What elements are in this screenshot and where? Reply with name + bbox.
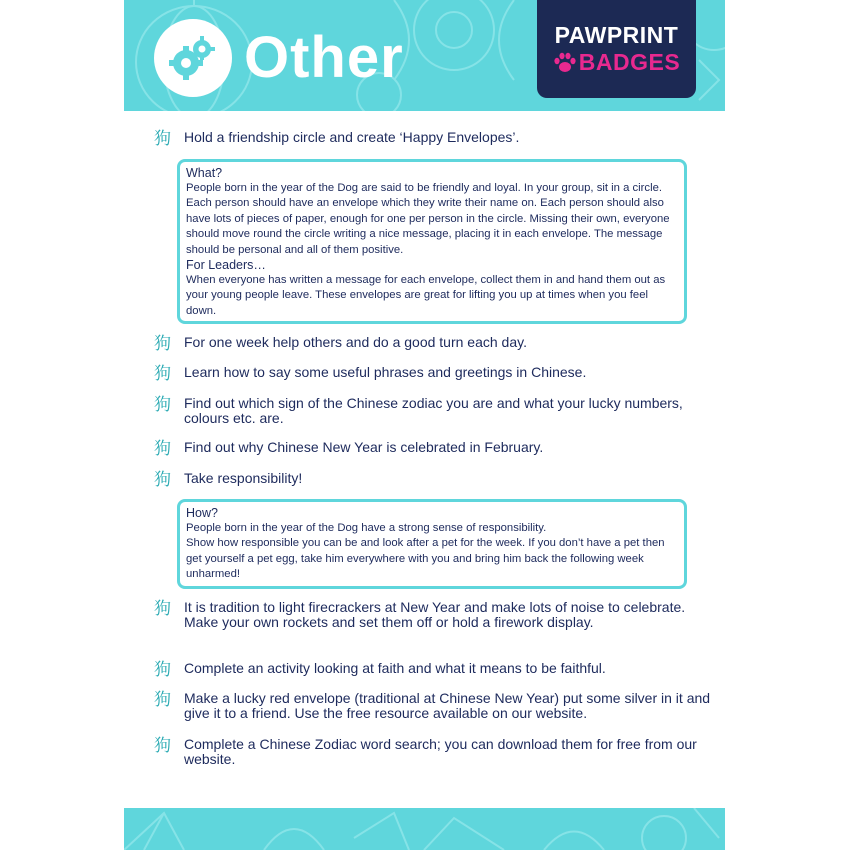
logo-line1: PAWPRINT bbox=[554, 22, 679, 48]
item-text: It is tradition to light firecrackers at New Year and make lots of noise to celebrate. Make your own rockets and set them off or hold a firework display. bbox=[184, 599, 686, 630]
what-box bbox=[177, 159, 687, 324]
item-text: Complete an activity looking at faith and what it means to be faithful. bbox=[184, 660, 606, 676]
item-text: Find out why Chinese New Year is celebrated in February. bbox=[184, 439, 544, 455]
dog-character-icon: 狗 bbox=[154, 690, 171, 710]
worksheet-page bbox=[124, 0, 725, 850]
activity-list bbox=[124, 0, 725, 850]
list-item bbox=[154, 396, 714, 426]
how-box bbox=[177, 499, 687, 589]
dog-character-icon: 狗 bbox=[154, 395, 171, 415]
item-text: Make a lucky red envelope (traditional at Chinese New Year) put some silver in it and give it to a friend. Use the free resource available on our website. bbox=[184, 690, 711, 721]
page-title: Other bbox=[244, 25, 404, 90]
logo-line2: BADGES bbox=[578, 49, 681, 75]
list-item bbox=[154, 691, 714, 721]
item-text: Learn how to say some useful phrases and greetings in Chinese. bbox=[184, 364, 587, 380]
list-item bbox=[154, 600, 714, 630]
dog-character-icon: 狗 bbox=[154, 129, 171, 149]
dog-character-icon: 狗 bbox=[154, 470, 171, 490]
list-item bbox=[154, 130, 714, 148]
list-item bbox=[154, 365, 714, 383]
box-text: People born in the year of the Dog are said to be friendly and loyal. In your group, sit in a circle. Each person should have an envelope which they write their name on. Each person should also have lots of pieces of paper, enough for one per person in the circle. Missing their own, everyone should move round the circle writing a nice message, placing it in each envelope. The message should be personal and all of them positive. bbox=[186, 182, 670, 256]
box-text: People born in the year of the Dog have a strong sense of responsibility. bbox=[186, 522, 547, 534]
box-text: When everyone has written a message for each envelope, collect them in and hand them out as your young people leave. These envelopes are great for lifting you up at times when you feel down. bbox=[186, 274, 666, 317]
box-label-how: How? bbox=[186, 506, 218, 520]
box-text: Show how responsible you can be and look after a pet for the week. If you don’t have a pet then get yourself a pet egg, take him everywhere with you and bring him back the following week unharmed! bbox=[186, 537, 665, 581]
box-label-leaders: For Leaders… bbox=[186, 258, 266, 273]
list-item bbox=[154, 661, 714, 679]
item-text: Hold a friendship circle and create ‘Happy Envelopes’. bbox=[184, 129, 520, 145]
item-text: For one week help others and do a good turn each day. bbox=[184, 334, 527, 350]
footer-banner bbox=[124, 808, 725, 850]
list-item bbox=[154, 440, 714, 458]
dog-character-icon: 狗 bbox=[154, 364, 171, 384]
fan-pattern bbox=[124, 808, 725, 850]
item-text: Complete a Chinese Zodiac word search; you can download them for free from our website. bbox=[184, 736, 697, 767]
list-item bbox=[154, 471, 714, 489]
item-text: Find out which sign of the Chinese zodiac you are and what your lucky numbers, colours etc. are. bbox=[184, 395, 683, 426]
list-item bbox=[154, 737, 714, 767]
dog-character-icon: 狗 bbox=[154, 736, 171, 756]
item-text: Take responsibility! bbox=[184, 470, 303, 486]
dog-character-icon: 狗 bbox=[154, 439, 171, 459]
dog-character-icon: 狗 bbox=[154, 334, 171, 354]
list-item bbox=[154, 335, 714, 353]
dog-character-icon: 狗 bbox=[154, 599, 171, 619]
dog-character-icon: 狗 bbox=[154, 660, 171, 680]
box-label-what: What? bbox=[186, 166, 223, 180]
